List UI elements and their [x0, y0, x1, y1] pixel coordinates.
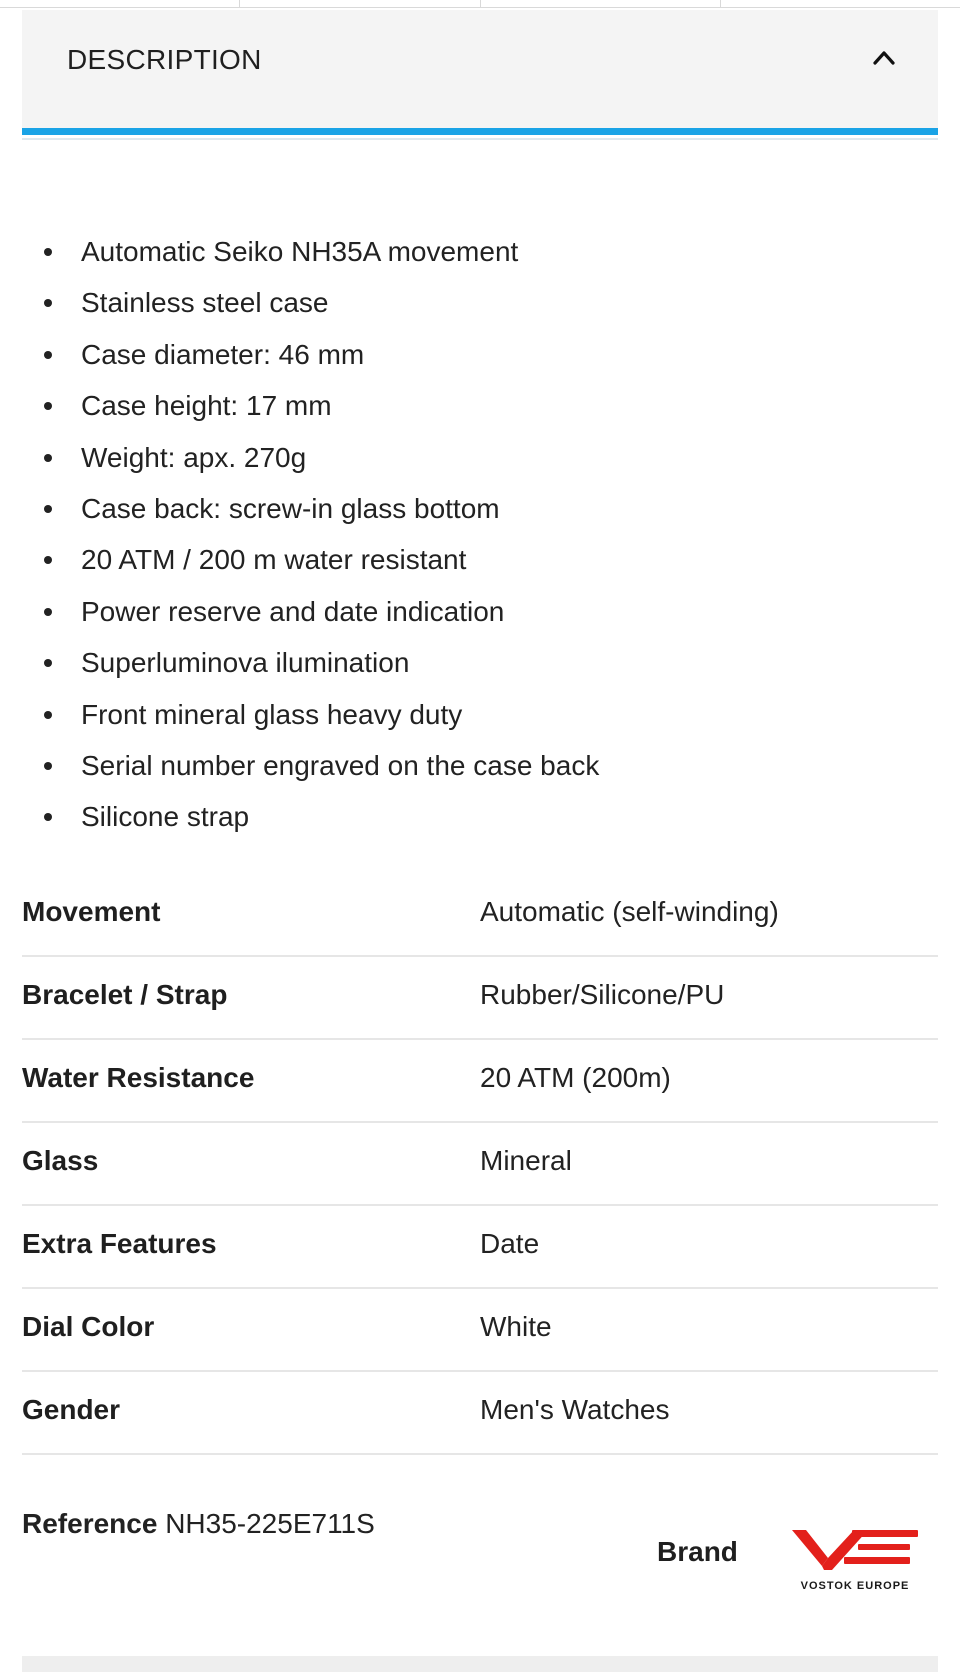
bullet-icon	[44, 248, 52, 256]
accordion-divider	[22, 138, 938, 140]
tab-segment[interactable]	[0, 0, 240, 7]
list-item	[0, 380, 599, 431]
spec-label: Bracelet / Strap	[22, 979, 228, 1010]
feature-text: Front mineral glass heavy duty	[81, 698, 463, 730]
spec-table	[22, 874, 938, 1455]
spec-value: 20 ATM (200m)	[480, 1062, 671, 1093]
bullet-icon	[44, 299, 52, 307]
list-item	[0, 226, 599, 277]
brand-label: Brand	[657, 1536, 738, 1567]
tab-segment[interactable]	[481, 0, 721, 7]
feature-list	[0, 226, 599, 843]
tab-segment[interactable]	[240, 0, 480, 7]
brand-logo-text: VOSTOK EUROPE	[800, 1580, 910, 1592]
spec-label: Glass	[22, 1145, 99, 1176]
list-item	[0, 586, 599, 637]
accordion-accent-bar	[22, 128, 938, 135]
table-row	[22, 1372, 938, 1455]
spec-label: Extra Features	[22, 1228, 217, 1259]
bullet-icon	[44, 454, 52, 462]
spec-value: Automatic (self-winding)	[480, 896, 779, 927]
list-item	[0, 534, 599, 585]
list-item	[0, 689, 599, 740]
bullet-icon	[44, 351, 52, 359]
feature-text: Weight: apx. 270g	[81, 441, 307, 473]
reference-label: Reference	[22, 1508, 158, 1539]
bullet-icon	[44, 813, 52, 821]
list-item	[0, 483, 599, 534]
feature-text: Superluminova ilumination	[81, 647, 410, 679]
accordion-title: DESCRIPTION	[67, 44, 262, 75]
tab-segment[interactable]	[721, 0, 960, 7]
bullet-icon	[44, 711, 52, 719]
description-accordion-header[interactable]	[22, 10, 938, 130]
feature-text: Serial number engraved on the case back	[81, 749, 600, 781]
table-row	[22, 1289, 938, 1372]
spec-label: Water Resistance	[22, 1062, 255, 1093]
spec-value: Rubber/Silicone/PU	[480, 979, 725, 1010]
spec-label: Gender	[22, 1394, 121, 1425]
feature-text: Power reserve and date indication	[81, 595, 505, 627]
feature-text: Case height: 17 mm	[81, 390, 332, 422]
spec-value: Date	[480, 1228, 540, 1259]
list-item	[0, 432, 599, 483]
list-item	[0, 277, 599, 328]
list-item	[0, 637, 599, 688]
feature-text: Silicone strap	[81, 801, 250, 833]
reference-line	[22, 1508, 375, 1540]
next-section-edge	[22, 1656, 938, 1672]
reference-value: NH35-225E711S	[165, 1508, 375, 1539]
list-item	[0, 329, 599, 380]
spec-value: White	[480, 1311, 552, 1342]
table-row	[22, 1206, 938, 1289]
feature-text: 20 ATM / 200 m water resistant	[81, 544, 467, 576]
table-row	[22, 1123, 938, 1206]
bullet-icon	[44, 608, 52, 616]
feature-text: Case diameter: 46 mm	[81, 338, 365, 370]
feature-text: Case back: screw-in glass bottom	[81, 492, 500, 524]
feature-text: Automatic Seiko NH35A movement	[81, 236, 519, 267]
top-tab-strip	[0, 0, 960, 8]
spec-value: Mineral	[480, 1145, 572, 1176]
bullet-icon	[44, 556, 52, 564]
vostok-europe-logo-icon	[770, 1500, 940, 1580]
bullet-icon	[44, 402, 52, 410]
list-item	[0, 791, 599, 842]
brand-logo[interactable]	[770, 1500, 940, 1610]
bullet-icon	[44, 505, 52, 513]
chevron-up-icon[interactable]	[872, 48, 896, 66]
spec-label: Dial Color	[22, 1311, 155, 1342]
table-row	[22, 957, 938, 1040]
table-row	[22, 874, 938, 957]
spec-value: Men's Watches	[480, 1394, 670, 1425]
feature-text: Stainless steel case	[81, 287, 329, 319]
bullet-icon	[44, 762, 52, 770]
bullet-icon	[44, 659, 52, 667]
table-row	[22, 1040, 938, 1123]
spec-label: Movement	[22, 896, 161, 927]
list-item	[0, 740, 599, 791]
